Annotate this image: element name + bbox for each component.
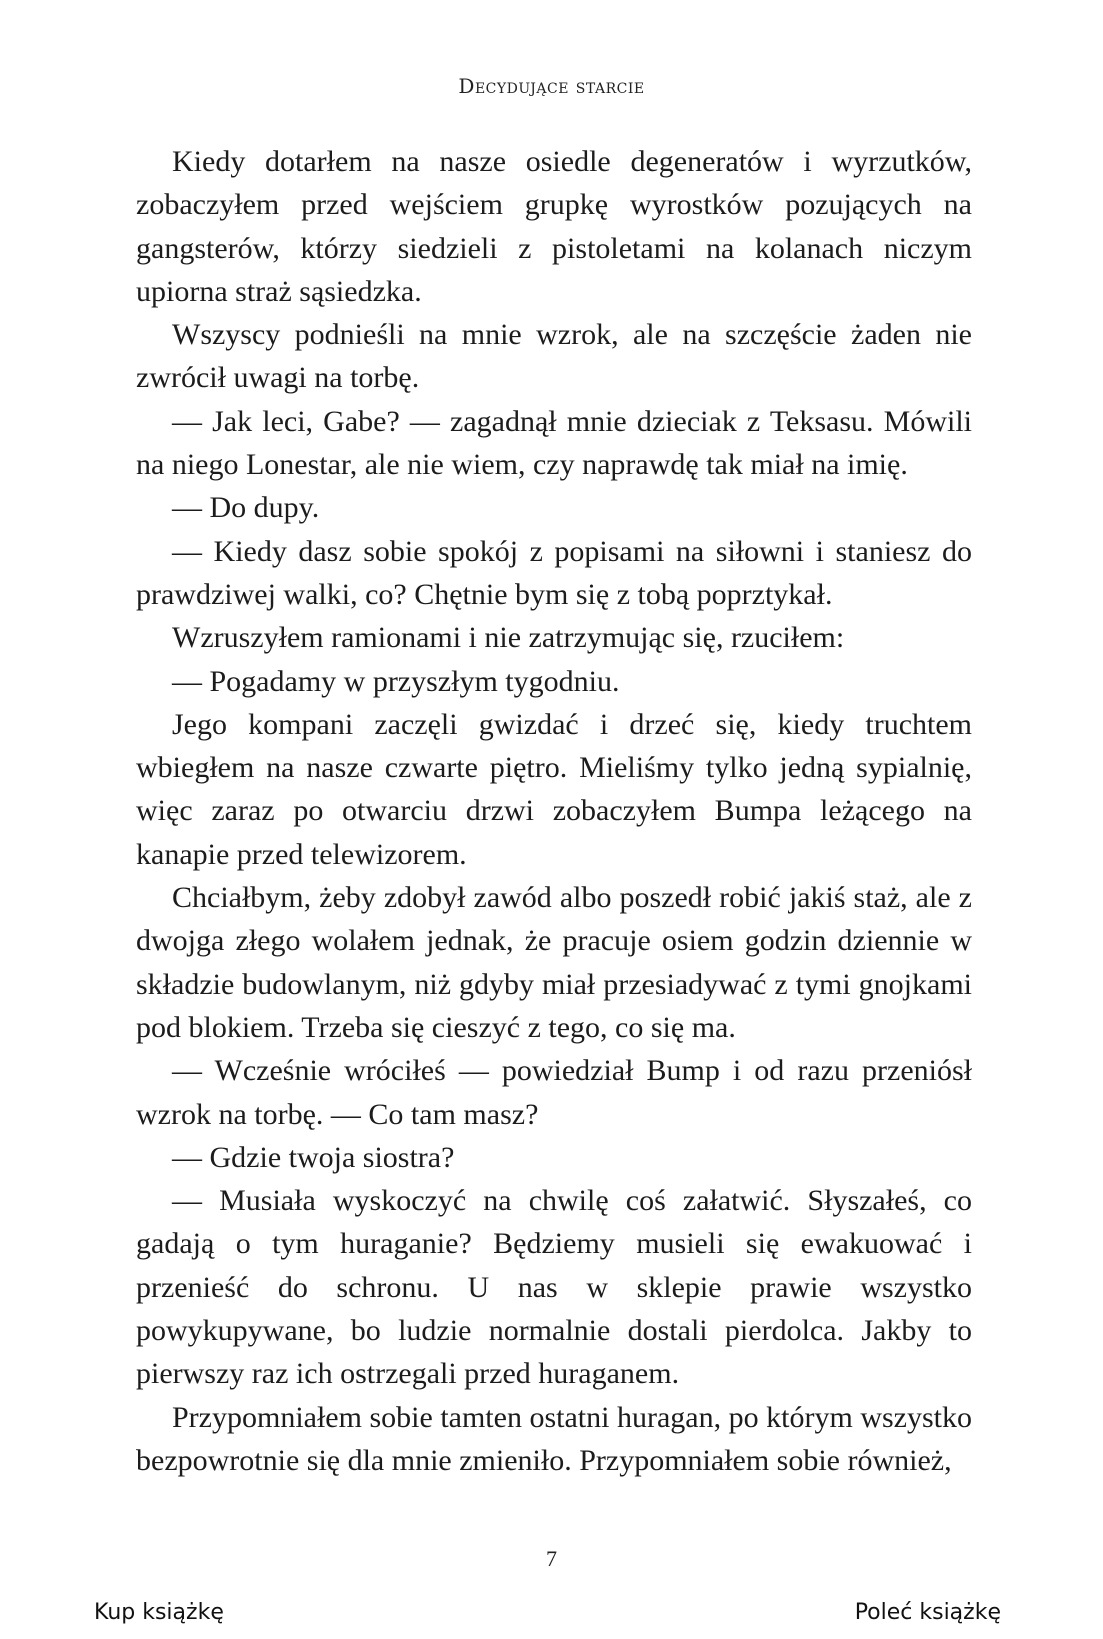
paragraph: — Gdzie twoja siostra? [172, 1140, 455, 1174]
paragraph: — Pogadamy w przyszłym tygodniu. [172, 664, 620, 698]
paragraph: Wszyscy podnieśli na mnie wzrok, ale na szczęście żaden nie zwrócił uwagi na torbę. [136, 318, 972, 395]
paragraph: — Jak leci, Gabe? — zagadnął mnie dzieciak z Teksasu. Mówili na niego Lonestar, ale nie wiem, czy naprawdę tak miał na imię. [136, 404, 972, 482]
paragraph: Chciałbym, żeby zdobył zawód albo poszedł robić jakiś staż, ale z dwojga złego wolałem jednak, że pracuje osiem godzin dziennie w składzie budowlanym, niż gdyby miał przesiadywać z tymi gnojkami pod blokiem. Trzeba się cieszyć z tego, co się ma. [136, 881, 972, 1044]
paragraph: Jego kompani zaczęli gwizdać i drzeć się, kiedy truchtem wbiegłem na nasze czwarte piętro. Mieliśmy tylko jedną sypialnię, więc zaraz po otwarciu drzwi zobaczyłem Bumpa leżącego na kanapie przed telewizorem. [136, 707, 972, 871]
paragraph: Wzruszyłem ramionami i nie zatrzymując się, rzuciłem: [172, 621, 845, 655]
running-title: Decydujące starcie [458, 74, 645, 98]
buy-book-link[interactable]: Kup książkę [94, 1600, 224, 1625]
paragraph: — Kiedy dasz sobie spokój z popisami na siłowni i staniesz do prawdziwej walki, co? Chętnie bym się z tobą poprztykał. [136, 534, 972, 611]
page-number: 7 [546, 1546, 557, 1571]
body-text [136, 140, 972, 1482]
paragraph: Przypomniałem sobie tamten ostatni huragan, po którym wszystko bezpowrotnie się dla mnie zmieniło. Przypomniałem sobie również, [136, 1400, 972, 1477]
paragraph: — Wcześnie wróciłeś — powiedział Bump i od razu przeniósł wzrok na torbę. — Co tam masz? [136, 1054, 972, 1131]
paragraph: — Do dupy. [172, 491, 320, 525]
recommend-book-link[interactable]: Poleć książkę [854, 1600, 1001, 1625]
paragraph: Kiedy dotarłem na nasze osiedle degeneratów i wyrzutków, zobaczyłem przed wejściem grupkę wyrostków pozujących na gangsterów, którzy siedzieli z pistoletami na kolanach niczym upiorna straż sąsiedzka. [136, 145, 972, 308]
paragraph: — Musiała wyskoczyć na chwilę coś załatwić. Słyszałeś, co gadają o tym huraganie? Będziemy musieli się ewakuować i przenieść do schronu. U nas w sklepie prawie wszystko powykupywane, bo ludzie normalnie dostali pierdolca. Jakby to pierwszy raz ich ostrzegali przed huraganem. [136, 1184, 972, 1391]
